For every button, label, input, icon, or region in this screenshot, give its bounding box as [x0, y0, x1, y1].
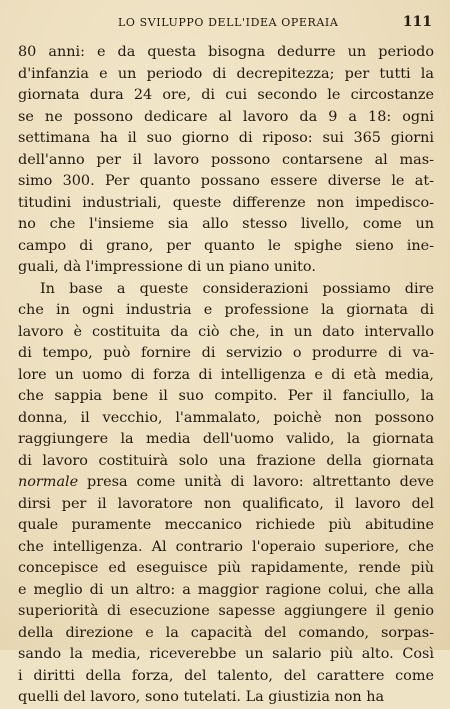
text-line: d'infanzia e un periodo di decrepitezza; per tutti la — [18, 65, 434, 82]
text-line: titudini industriali, queste differenze non impedisco- — [18, 194, 434, 211]
text-line: e meglio di un altro: a maggior ragione colui, che alla — [18, 581, 434, 598]
text-line: quelli del lavoro, sono tutelati. La giustizia non ha — [18, 689, 385, 705]
text-line: sando la media, riceverebbe un salario più alto. Così — [18, 646, 434, 662]
text-line: settimana ha il suo giorno di riposo: sui 365 giorni — [18, 130, 434, 146]
text-line: di tempo, può fornire di servizio o produrre di va- — [18, 345, 434, 361]
page-body — [18, 42, 434, 709]
text-line: lore un uomo di forza di intelligenza e di età media, — [18, 366, 434, 383]
text-line: che intelligenza. Al contrario l'operaio superiore, che — [18, 538, 434, 555]
text-line: lavoro è costituita da ciò che, in un dato intervallo — [18, 323, 434, 340]
text-line: se ne possono dedicare al lavoro da 9 a 18: ogni — [18, 108, 434, 125]
text-line: concepisce ed eseguisce più rapidamente, rende più — [18, 560, 434, 576]
text-line: della direzione e la capacità del comando, sorpas- — [18, 624, 434, 641]
text-line: 80 anni: e da questa bisogna dedurre un periodo — [18, 44, 434, 60]
text-line: donna, il vecchio, l'ammalato, poichè non possono — [18, 409, 434, 426]
running-head: LO SVILUPPO DELL'IDEA OPERAIA — [118, 16, 339, 29]
text-line: raggiungere la media dell'uomo valido, la giornata — [18, 431, 434, 447]
text-line: normale presa come unità di lavoro: altrettanto deve — [18, 474, 434, 490]
text-line: giornata dura 24 ore, di cui secondo le circostanze — [18, 87, 434, 103]
text-line: In base a queste considerazioni possiamo dire — [40, 280, 434, 297]
text-line: di lavoro costituirà solo una frazione della giornata — [18, 452, 434, 469]
text-line: i diritti della forza, del talento, del carattere come — [18, 667, 434, 684]
text-line: simo 300. Per quanto possano essere diverse le at- — [18, 173, 434, 189]
text-line: superiorità di esecuzione sapesse aggiungere il genio — [18, 603, 434, 619]
text-line: che in ogni industria e professione la giornata di — [18, 302, 434, 318]
text-line: quale puramente meccanico richiede più abitudine — [18, 517, 434, 533]
text-line: campo di grano, per quanto le spighe sieno ine- — [18, 237, 434, 254]
text-line: che sappia bene il suo compito. Per il fanciullo, la — [18, 388, 434, 404]
text-line: guali, dà l'impressione di un piano unito. — [18, 259, 316, 275]
text-line: dell'anno per il lavoro possono contarsene al mas- — [18, 151, 434, 168]
page-number: 111 — [402, 14, 432, 30]
paragraph — [18, 42, 434, 279]
paragraph — [18, 279, 434, 709]
page-header — [18, 14, 434, 38]
text-line: dirsi per il lavoratore non qualificato, il lavoro del — [18, 495, 434, 512]
text-line: no che l'insieme sia allo stesso livello, come un — [18, 216, 434, 232]
